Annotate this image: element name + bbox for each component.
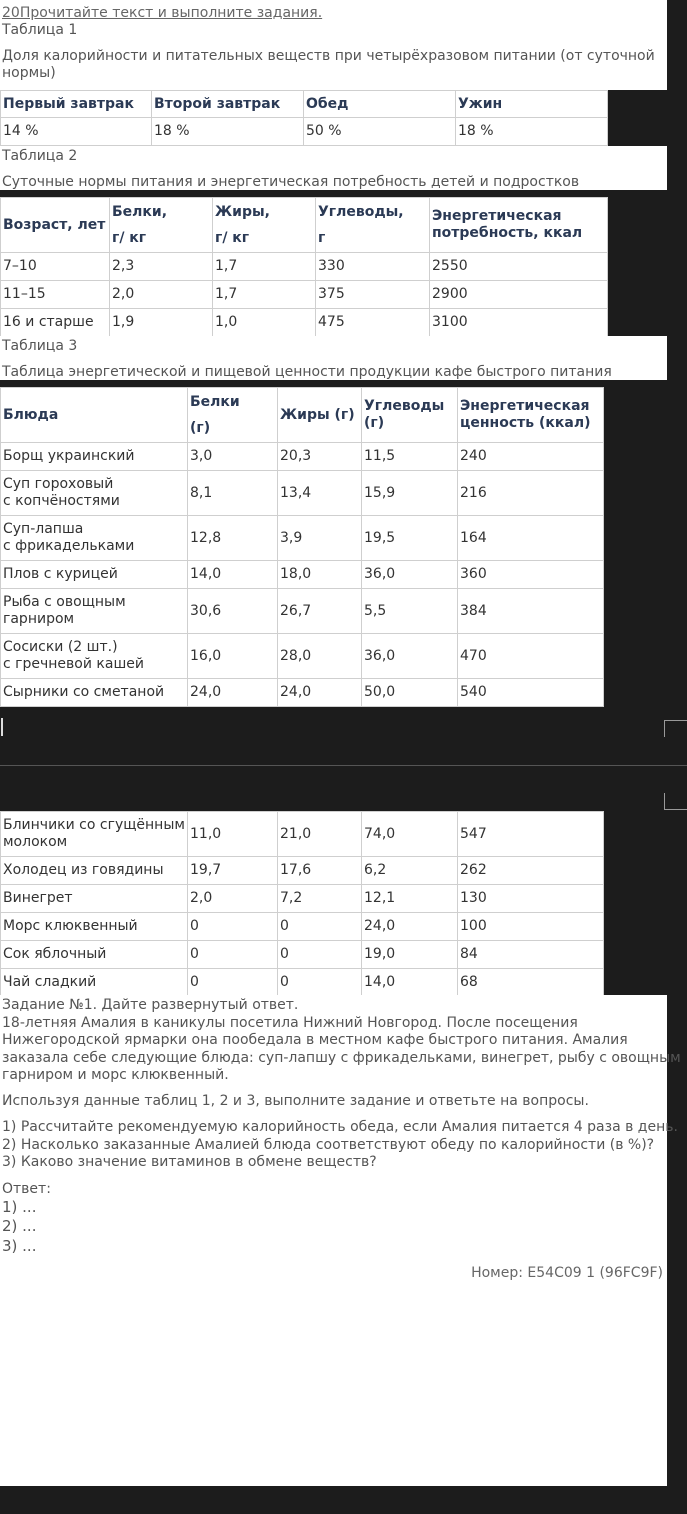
table3-header-dish: Блюда — [1, 388, 188, 443]
task-number: Номер: E54C09 1 (96FC9F) — [471, 1265, 663, 1281]
carb-value: 24,0 — [362, 913, 458, 941]
table2-cell: 1,0 — [213, 309, 316, 337]
carb-value: 36,0 — [362, 561, 458, 589]
table2-header-age: Возраст, лет — [1, 198, 110, 253]
dish-name: Борщ украинский — [1, 443, 188, 471]
table-row — [1, 471, 604, 516]
table-row — [1, 589, 604, 634]
table2-cell: 16 и старше — [1, 309, 110, 337]
dish-name: Чай сладкий — [1, 969, 188, 997]
dish-name: Суп гороховый с копчёностями — [1, 471, 188, 516]
protein-value: 3,0 — [188, 443, 278, 471]
table1-label: Таблица 1 — [2, 22, 78, 38]
dish-name: Сырники со сметаной — [1, 679, 188, 707]
table3-header-energy: Энергетическая ценность (ккал) — [458, 388, 604, 443]
table2-cell: 2900 — [430, 281, 608, 309]
fat-value: 24,0 — [278, 679, 362, 707]
carb-value: 15,9 — [362, 471, 458, 516]
table2-title: Суточные нормы питания и энергетическая потребность детей и подростков — [2, 174, 580, 190]
fat-value: 13,4 — [278, 471, 362, 516]
table2-cell: 475 — [316, 309, 430, 337]
table2-cell: 375 — [316, 281, 430, 309]
table-row — [1, 857, 604, 885]
dish-name: Суп-лапша с фрикадельками — [1, 516, 188, 561]
dish-name: Сок яблочный — [1, 941, 188, 969]
page-header[interactable]: 20Прочитайте текст и выполните задания. — [2, 5, 323, 21]
dish-name: Морс клюквенный — [1, 913, 188, 941]
fat-value: 0 — [278, 941, 362, 969]
table2 — [0, 197, 608, 337]
protein-value: 11,0 — [188, 812, 278, 857]
table2-header-fat: Жиры, г/ кг — [213, 198, 316, 253]
table1-cell: 18 % — [152, 118, 304, 146]
carb-value: 19,5 — [362, 516, 458, 561]
table2-cell: 1,9 — [110, 309, 213, 337]
fat-value: 17,6 — [278, 857, 362, 885]
table3-label: Таблица 3 — [2, 338, 78, 354]
dish-name: Плов с курицей — [1, 561, 188, 589]
carb-value: 12,1 — [362, 885, 458, 913]
table2-cell: 1,7 — [213, 253, 316, 281]
carb-value: 74,0 — [362, 812, 458, 857]
table2-label: Таблица 2 — [2, 148, 78, 164]
fat-value: 3,9 — [278, 516, 362, 561]
fat-value: 18,0 — [278, 561, 362, 589]
protein-value: 0 — [188, 969, 278, 997]
table3-header-carb: Углеводы (г) — [362, 388, 458, 443]
protein-value: 8,1 — [188, 471, 278, 516]
table1-header-cell: Первый завтрак — [1, 91, 152, 118]
carb-value: 36,0 — [362, 634, 458, 679]
table1-title-line2: нормы) — [2, 65, 56, 81]
table1-header-cell: Ужин — [456, 91, 608, 118]
protein-value: 16,0 — [188, 634, 278, 679]
answer-3[interactable]: 3) ... — [2, 1237, 37, 1255]
energy-value: 540 — [458, 679, 604, 707]
protein-value: 14,0 — [188, 561, 278, 589]
dish-name: Холодец из говядины — [1, 857, 188, 885]
energy-value: 68 — [458, 969, 604, 997]
protein-value: 24,0 — [188, 679, 278, 707]
carb-value: 19,0 — [362, 941, 458, 969]
fat-value: 20,3 — [278, 443, 362, 471]
question-2: 2) Насколько заказанные Амалией блюда соответствуют обеду по калорийности (в %)? — [2, 1137, 655, 1153]
table2-cell: 330 — [316, 253, 430, 281]
energy-value: 470 — [458, 634, 604, 679]
energy-value: 216 — [458, 471, 604, 516]
table1-header-cell: Обед — [304, 91, 456, 118]
protein-value: 0 — [188, 913, 278, 941]
energy-value: 164 — [458, 516, 604, 561]
fat-value: 7,2 — [278, 885, 362, 913]
energy-value: 130 — [458, 885, 604, 913]
table3-part1 — [0, 387, 604, 707]
protein-value: 19,7 — [188, 857, 278, 885]
table2-cell: 2,3 — [110, 253, 213, 281]
table3-title: Таблица энергетической и пищевой ценности продукции кафе быстрого питания — [2, 364, 612, 380]
answer-label: Ответ: — [2, 1181, 51, 1197]
table1-cell: 14 % — [1, 118, 152, 146]
table1-header-cell: Второй завтрак — [152, 91, 304, 118]
table1-cell: 50 % — [304, 118, 456, 146]
table-row — [1, 634, 604, 679]
fat-value: 26,7 — [278, 589, 362, 634]
carb-value: 5,5 — [362, 589, 458, 634]
task-text-line: 18-летняя Амалия в каникулы посетила Нижний Новгород. После посещения — [2, 1015, 578, 1031]
table3-part2 — [0, 811, 604, 997]
dish-name: Сосиски (2 шт.) с гречневой кашей — [1, 634, 188, 679]
table3-header-fat: Жиры (г) — [278, 388, 362, 443]
table1 — [0, 90, 608, 146]
table-row — [1, 443, 604, 471]
task-text-line: заказала себе следующие блюда: суп-лапшу с фрикадельками, винегрет, рыбу с овощным — [2, 1050, 681, 1066]
protein-value: 0 — [188, 941, 278, 969]
table3-part1-body — [1, 443, 604, 707]
question-1: 1) Рассчитайте рекомендуемую калорийность обеда, если Амалия питается 4 раза в день. — [2, 1119, 678, 1135]
protein-value: 12,8 — [188, 516, 278, 561]
carb-value: 50,0 — [362, 679, 458, 707]
task-text-line: гарниром и морс клюквенный. — [2, 1067, 229, 1083]
table2-cell: 2550 — [430, 253, 608, 281]
table-row — [1, 941, 604, 969]
energy-value: 547 — [458, 812, 604, 857]
table2-cell: 2,0 — [110, 281, 213, 309]
page-corner-top-right — [664, 720, 687, 737]
answer-2[interactable]: 2) ... — [2, 1217, 37, 1235]
page-corner-bottom-right — [664, 793, 687, 810]
table3-header-protein: Белки (г) — [188, 388, 278, 443]
carb-value: 14,0 — [362, 969, 458, 997]
energy-value: 384 — [458, 589, 604, 634]
energy-value: 262 — [458, 857, 604, 885]
table-row — [1, 885, 604, 913]
table2-header-carb: Углеводы, г — [316, 198, 430, 253]
table-row — [1, 969, 604, 997]
carb-value: 6,2 — [362, 857, 458, 885]
energy-value: 84 — [458, 941, 604, 969]
answer-1[interactable]: 1) ... — [2, 1198, 37, 1216]
left-edge-mark — [1, 718, 3, 736]
fat-value: 21,0 — [278, 812, 362, 857]
table2-header-energy: Энергетическая потребность, ккал — [430, 198, 608, 253]
table2-cell: 7–10 — [1, 253, 110, 281]
table2-cell: 11–15 — [1, 281, 110, 309]
table-row — [1, 561, 604, 589]
protein-value: 30,6 — [188, 589, 278, 634]
table1-title-line1: Доля калорийности и питательных веществ при четырёхразовом питании (от суточной — [2, 48, 655, 64]
task-instruction: Используя данные таблиц 1, 2 и 3, выполните задание и ответьте на вопросы. — [2, 1093, 589, 1109]
fat-value: 28,0 — [278, 634, 362, 679]
dish-name: Винегрет — [1, 885, 188, 913]
dish-name: Рыба с овощным гарниром — [1, 589, 188, 634]
table2-cell: 1,7 — [213, 281, 316, 309]
energy-value: 240 — [458, 443, 604, 471]
table-row — [1, 516, 604, 561]
table-row — [1, 913, 604, 941]
task-text-line: Нижегородской ярмарки она пообедала в местном кафе быстрого питания. Амалия — [2, 1032, 628, 1048]
table-row — [1, 812, 604, 857]
energy-value: 100 — [458, 913, 604, 941]
task-title: Задание №1. Дайте развернутый ответ. — [2, 997, 299, 1013]
table-row — [1, 679, 604, 707]
fat-value: 0 — [278, 913, 362, 941]
energy-value: 360 — [458, 561, 604, 589]
fat-value: 0 — [278, 969, 362, 997]
table3-part2-body — [1, 812, 604, 997]
table1-cell: 18 % — [456, 118, 608, 146]
table2-header-protein: Белки, г/ кг — [110, 198, 213, 253]
table2-cell: 3100 — [430, 309, 608, 337]
protein-value: 2,0 — [188, 885, 278, 913]
question-3: 3) Каково значение витаминов в обмене веществ? — [2, 1154, 377, 1170]
dish-name: Блинчики со сгущённым молоком — [1, 812, 188, 857]
carb-value: 11,5 — [362, 443, 458, 471]
page-separator — [0, 765, 687, 766]
